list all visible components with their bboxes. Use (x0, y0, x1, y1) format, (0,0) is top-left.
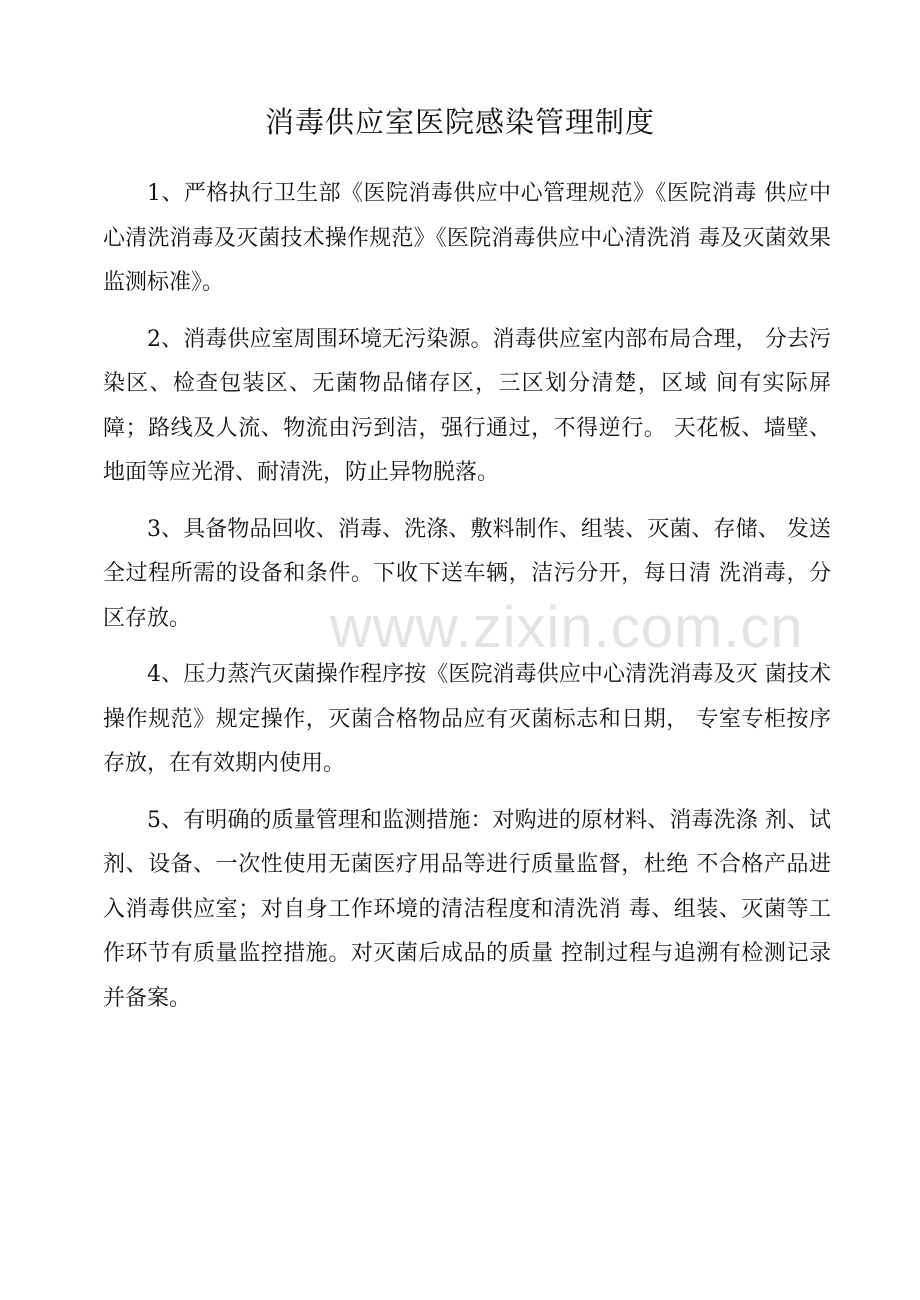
paragraph-2: 2、消毒供应室周围环境无污染源。消毒供应室内部布局合理， 分去污染区、检查包装区、无菌物品储存区，三区划分清楚，区域 间有实际屏障；路线及人流、物流由污到洁，强行通过，不得逆行。 天花板、墙壁、地面等应光滑、耐清洗，防止异物脱落。 (103, 326, 831, 485)
document-body (103, 172, 831, 1033)
paragraph-3: 3、具备物品回收、消毒、洗涤、敷料制作、组装、灭菌、存储、 发送全过程所需的设备和条件。下收下送车辆，洁污分开，每日清 洗消毒，分区存放。 (103, 516, 831, 631)
paragraph-5: 5、有明确的质量管理和监测措施：对购进的原材料、消毒洗涤 剂、试剂、设备、一次性使用无菌医疗用品等进行质量监督，杜绝 不合格产品进入消毒供应室；对自身工作环境的清洁程度和清洗消 毒、组装、灭菌等工作环节有质量监控措施。对灭菌后成品的质量 控制过程与追溯有检测记录并备案。 (103, 807, 831, 1011)
watermark: www.zixin.com.cn (330, 595, 804, 660)
document-title: 消毒供应室医院感染管理制度 (264, 105, 655, 139)
paragraph-4: 4、压力蒸汽灭菌操作程序按《医院消毒供应中心清洗消毒及灭 菌技术操作规范》规定操作，灭菌合格物品应有灭菌标志和日期， 专室专柜按序存放，在有效期内使用。 (103, 662, 831, 776)
paragraph-1: 1、严格执行卫生部《医院消毒供应中心管理规范》《医院消毒 供应中心清洗消毒及灭菌技术操作规范》《医院消毒供应中心清洗消 毒及灭菌效果监测标准》。 (103, 181, 831, 295)
